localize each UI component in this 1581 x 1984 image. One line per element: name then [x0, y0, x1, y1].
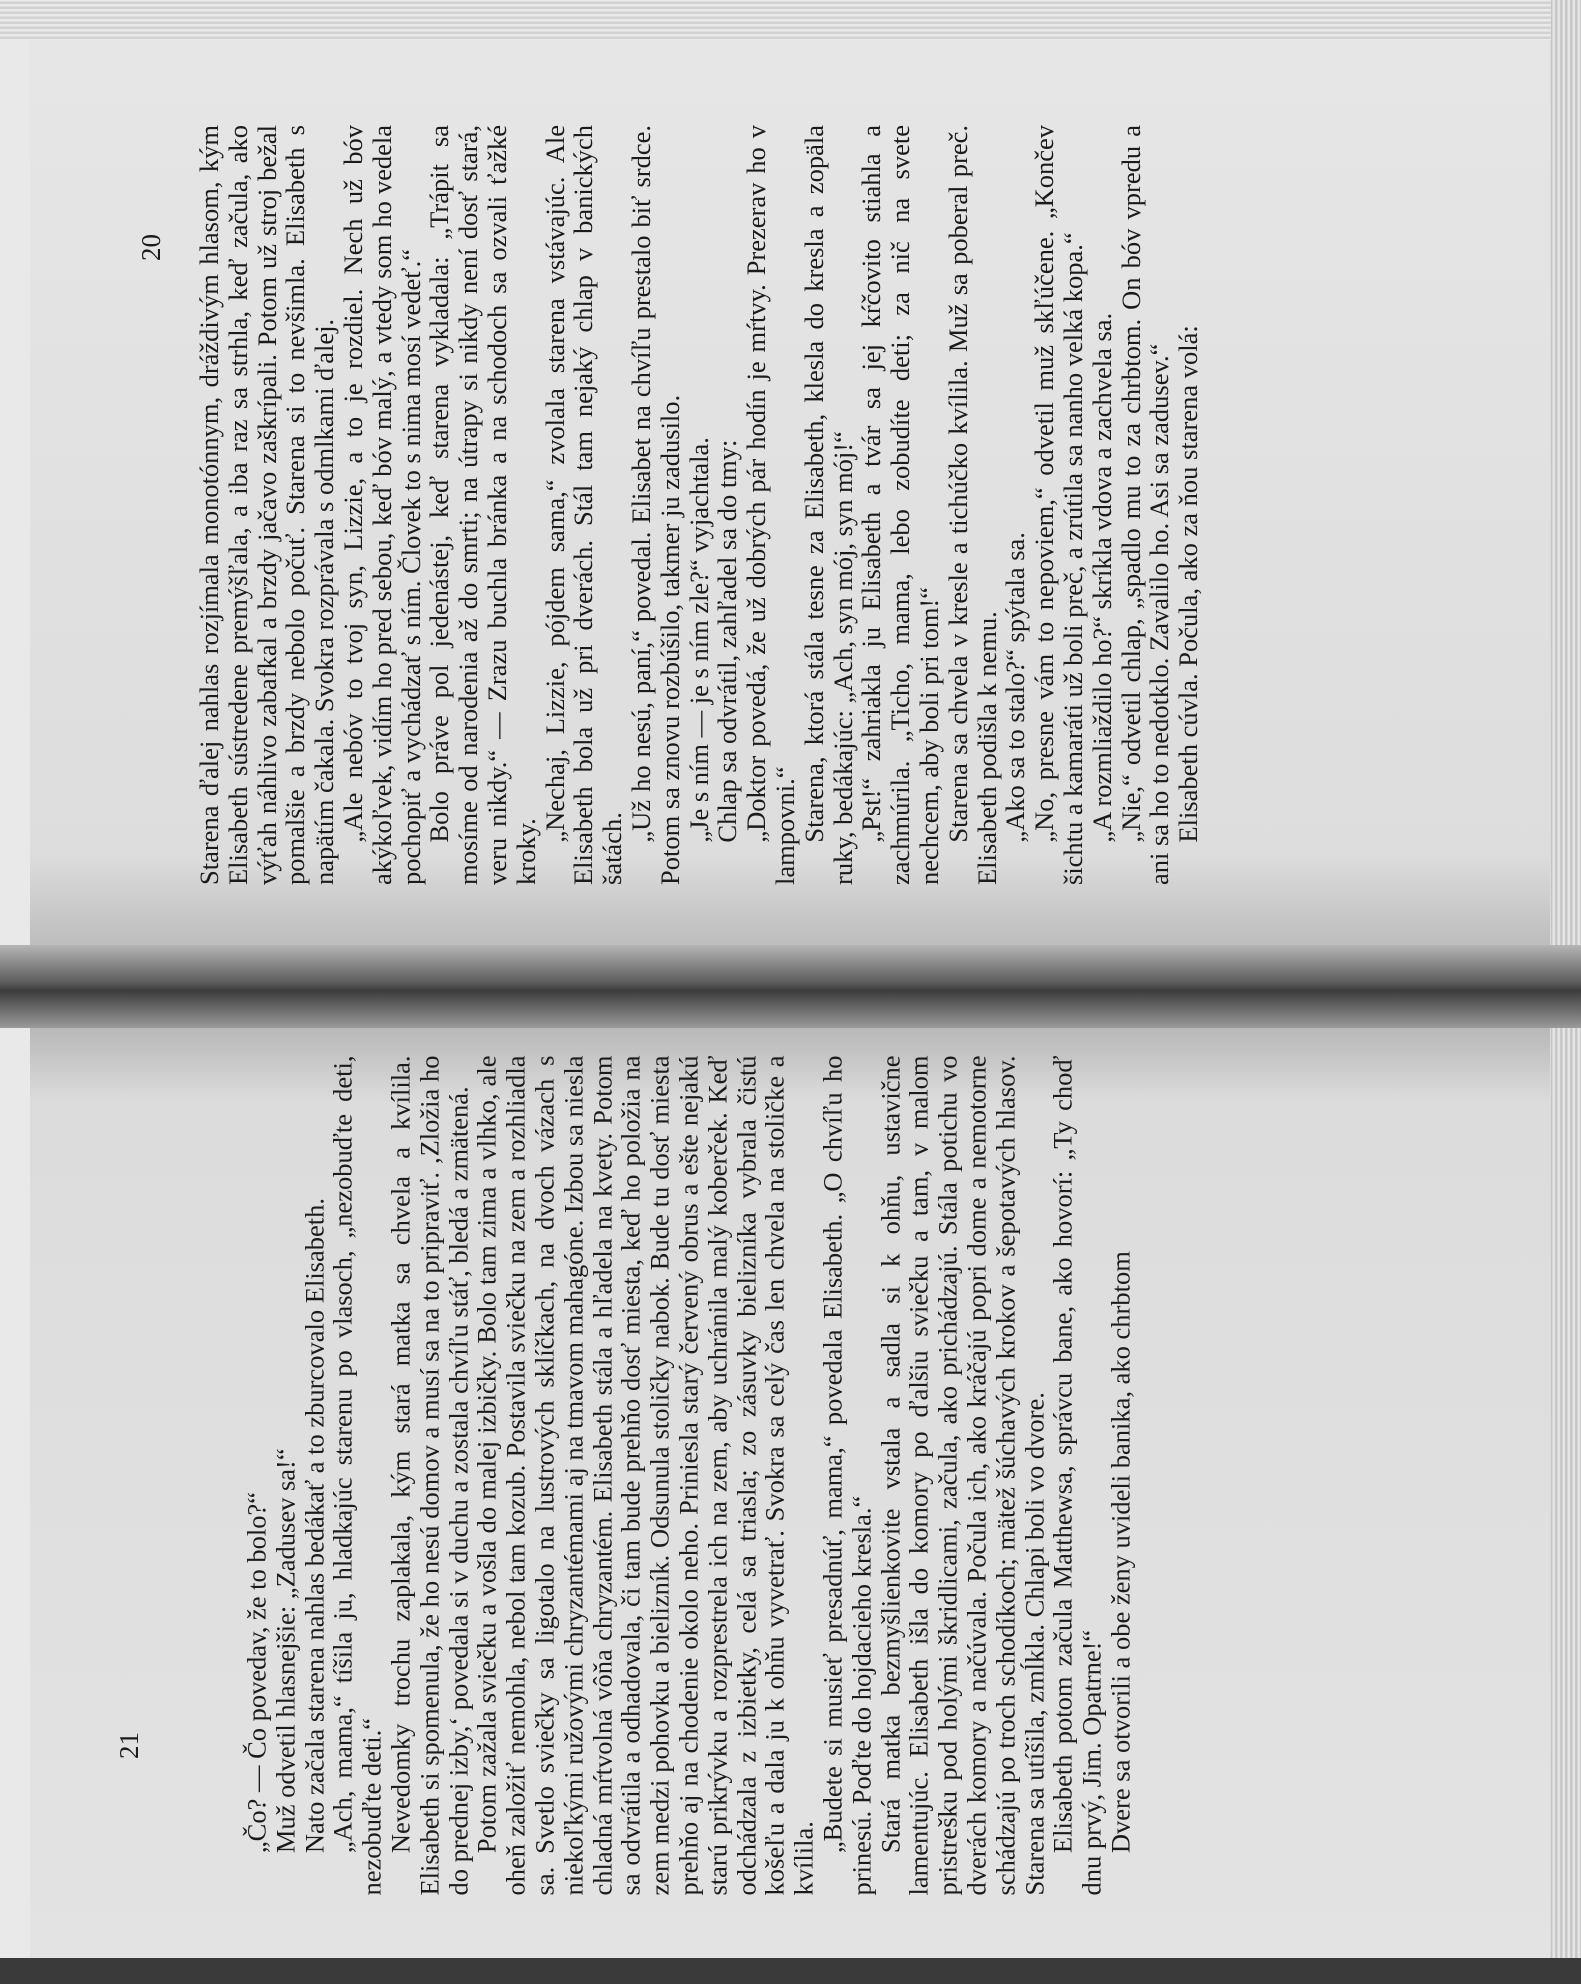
paragraph: Muž odvetil hlasnejšie: „Zadusev sa!“ — [270, 1448, 301, 1854]
paragraph: Potom zažala sviečku a vošla do malej izbičky. Bolo tam zima a vlhko, ale oheň založiť nemohla, nebol tam kozub. Postavila sviečku na zem a rozhliadla sa. Svetlo sviečky sa ligotalo na lustrových sklíčkach, na dvoch vázach s niekoľkými ružovými chryzantémami aj na tmavom mahagóne. Izbou sa niesla chladná mŕtvolná vôňa chryzantém. Elisabeth stála a hľadela na kvety. Potom sa odvrátila a odhadovala, či tam bude prehňo dosť miesta, keď ho položia na zem medzi pohovku a bielizník. Odsunula stoličky nabok. Bude tu dosť miesta prehňo aj na chodenie okolo neho. Priniesla starý červený obrus a ešte nejakú starú prikrývku a rozprestrela ich na zem, aby uchránila malý koberček. Keď odchádzala z izbietky, celá sa triasla; zo zásuvky bielizníka vybrala čistú košeľu a dala ju k ohňu vyvetrať. Svokra sa celý čas len chvela na stoličke a kvílila. — [471, 1055, 819, 1896]
page-number-right: 21 — [114, 1732, 144, 1759]
paragraph: „Už ho nesú, paní,“ povedal. Elisabet na chvíľu prestalo biť srdce. Potom sa znovu rozbúšilo, takmer ju zadusilo. — [625, 125, 685, 885]
right-page-text — [241, 1055, 1136, 1896]
paragraph: Dvere sa otvorili a obe ženy uvideli banika, ako chrbtom — [1105, 1251, 1136, 1854]
paragraph: „Ach, mama,“ tíšila ju, hladkajúc starenu po vlasoch, „nezobuďte deti, nezobuďte deti.“ — [327, 1055, 387, 1896]
scan-bottom-edge — [0, 1958, 1581, 1984]
paragraph: „Pst!“ zahriakla ju Elisabeth a tvár sa jej kŕčovito stiahla a zachmúrila. „Ticho, mama, lebo zobudíte deti; za nič na svete nechcem, aby boli pri tom!“ — [856, 125, 944, 885]
paragraph: Chlap sa odvrátil, zahľadel sa do tmy: — [712, 439, 743, 843]
paragraph: Nevedomky trochu zaplakala, kým stará matka sa chvela a kvílila. Elisabeth si spomenula, že ho nesú domov a musí sa na to pripraviť. ‚Zložia ho do prednej izby,‘ povedala si v duchu a zostala chvíľu stáť, bledá a zmätená. — [385, 1055, 474, 1896]
paragraph: „Nie,“ odvetil chlap, „spadlo mu to za chrbtom. On bóv vpredu a ani sa ho to nedotklo. Zavalilo ho. Asi sa zadusev.“ — [1115, 125, 1175, 885]
paragraph: „Doktor povedá, že už dobrých pár hodín je mŕtvy. Prezerav ho v lampovni.“ — [741, 125, 800, 885]
paragraph: Stará matka bezmyšlienkovite vstala a sadla si k ohňu, ustavične lamentujúc. Elisabeth išla do komory po ďalšiu sviečku a tam, v malom pristrešku pod holými škridlicami, začula, ako prichádzajú. Stála potichu vo dverách komory a načúvala. Počula ich, ako kráčajú popri dome a nemotorne schádzajú po troch schodíkoch; mätež šúchavých krokov a šepotavých hlasov. Starena sa utíšila, zmĺkla. Chlapi boli vo dvore. — [875, 1055, 1050, 1896]
paragraph: „Je s ním — je s ním zle?“ vyjachtala. — [683, 437, 714, 843]
paragraph: „Budete si musieť presadnúť, mama,“ povedala Elisabeth. „O chvíľu ho prinesú. Poďte do hojdacieho kresla.“ — [817, 1055, 877, 1896]
paragraph: „No, presne vám to nepoviem,“ odvetil muž skľúčene. „Končev šichtu a kamaráti už boli preč, a zrútila sa nanho velká kopa.“ — [1029, 125, 1088, 885]
paragraph: Starena sa chvela v kresle a tichúčko kvílila. Muž sa poberal preč. Elisabeth podišla k nemu. — [942, 125, 1002, 885]
paragraph: „Nechaj, Lizzie, pójdem sama,“ zvolala starena vstávajúc. Ale Elisabeth bola už pri dverách. Stál tam nejaký chlap v banických šatách. — [539, 125, 628, 885]
left-page-text — [194, 125, 1204, 885]
paragraph: Starena ďalej nahlas rozjímala monotónnym, dráždivým hlasom, kým Elisabeth sústredene premýšľala, a iba raz sa strhla, keď začula, ako výťah náhlivo zabafkal a brzdy jačavo zaškrípali. Potom už stroj bežal pomalšie a brzdy nebolo počuť. Starena si to nevšimla. Elisabeth s napätím čakala. Svokra rozprávala s odmlkami ďalej. — [194, 125, 340, 885]
paragraph: „Čo? — Čo povedav, že to bolo?“ — [241, 1492, 272, 1854]
paragraph: „Ale nebóv to tvoj syn, Lizzie, a to je rozdiel. Nech už bóv akýkoľvek, vidím ho pred sebou, keď bóv malý, a vtedy som ho vedela pochopiť a vychádzať s ním. Človek to s nima mosí vedeť.“ — [337, 125, 426, 885]
paragraph: Nato začala starena nahlas bedákať a to zburcovalo Elisabeth. — [299, 1197, 330, 1854]
paragraph: Starena, ktorá stála tesne za Elisabeth, klesla do kresla a zopäla ruky, bedákajúc: „Ach, syn mój, syn mój!“ — [798, 125, 858, 885]
book-gutter — [0, 945, 1581, 1028]
page-stack-edge-top — [0, 0, 1581, 40]
paragraph: „A rozmliaždilo ho?“ skríkla vdova a zachvela sa. — [1086, 312, 1117, 843]
paragraph: Elisabeth cúvla. Počula, ako za ňou starena volá: — [1173, 325, 1204, 843]
paragraph: „Ako sa to stalo?“ spýtala sa. — [1000, 532, 1031, 843]
page-number-left: 20 — [136, 234, 166, 261]
paragraph: Bolo práve pol jedenástej, keď starena vykladala: „Trápit sa mosíme od narodenia až do smrti; na útrapy si nikdy není dosť stará, veru nikdy.“ — Zrazu buchla bránka a na schodoch sa ozvali ťažké kroky. — [424, 125, 541, 885]
paragraph: Elisabeth potom začula Matthewsa, správcu bane, ako hovorí: „Ty choď dnu prvý, Jim. Opatrne!“ — [1047, 1055, 1107, 1896]
